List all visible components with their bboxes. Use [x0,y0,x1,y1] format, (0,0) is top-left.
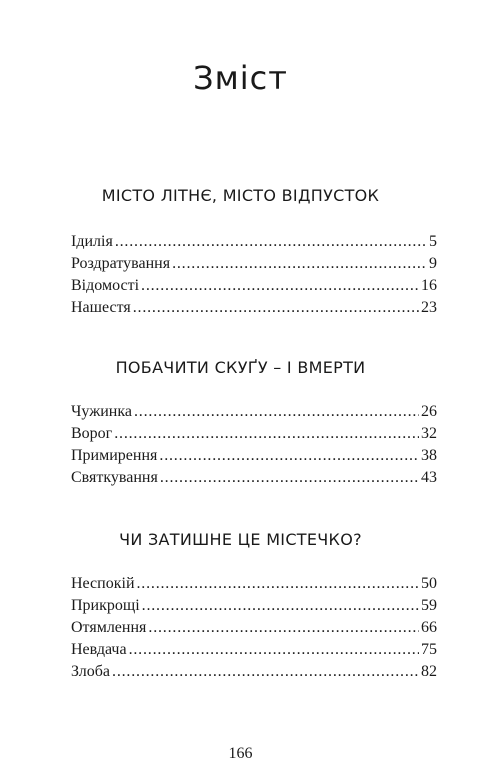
section-heading: МІСТО ЛІТНЄ, МІСТО ВІДПУСТОК [101,186,380,205]
entry-page-number: 66 [421,619,437,636]
dot-leader [112,661,419,683]
toc-section-1 [0,186,481,206]
dot-leader [115,231,427,253]
entry-title: Роздратування [71,255,171,272]
toc-entry[interactable] [71,253,437,275]
dot-leader [133,297,419,319]
toc-entries-2 [71,401,437,489]
entry-page-number: 16 [421,277,437,294]
section-heading: ПОБАЧИТИ СКУҐУ – І ВМЕРТИ [115,358,366,377]
entry-title: Прикрощі [71,597,140,614]
dot-leader [141,275,419,297]
dot-leader [142,595,419,617]
toc-entry[interactable] [71,297,437,319]
entry-title: Нашестя [71,299,131,316]
toc-section-3 [0,530,481,550]
entry-title: Ворог [71,425,113,442]
toc-entry[interactable] [71,595,437,617]
entry-page-number: 5 [429,233,437,250]
entry-page-number: 26 [421,403,437,420]
entry-page-number: 9 [429,255,437,272]
toc-entry[interactable] [71,467,437,489]
dot-leader [148,617,419,639]
entry-page-number: 38 [421,447,437,464]
toc-entry[interactable] [71,639,437,661]
entry-page-number: 59 [421,597,437,614]
page-title: Зміст [193,59,288,97]
toc-entry[interactable] [71,617,437,639]
entry-title: Чужинка [71,403,132,420]
page-number: 166 [228,745,253,762]
toc-entry[interactable] [71,401,437,423]
entry-page-number: 43 [421,469,437,486]
dot-leader [172,253,427,275]
entry-page-number: 82 [421,663,437,680]
dot-leader [159,445,419,467]
dot-leader [114,423,419,445]
entry-title: Примирення [71,447,158,464]
entry-page-number: 75 [421,641,437,658]
entry-title: Ідилія [71,233,113,250]
entry-title: Відомості [71,277,140,294]
toc-entries-1 [71,231,437,319]
toc-entry[interactable] [71,445,437,467]
entry-page-number: 23 [421,299,437,316]
dot-leader [134,401,419,423]
toc-entry[interactable] [71,423,437,445]
toc-entry[interactable] [71,231,437,253]
toc-entry[interactable] [71,573,437,595]
dot-leader [129,639,419,661]
entry-page-number: 32 [421,425,437,442]
entry-title: Отямлення [71,619,147,636]
section-heading: ЧИ ЗАТИШНЕ ЦЕ МІСТЕЧКО? [119,530,362,549]
dot-leader [137,573,420,595]
entry-title: Святкування [71,469,158,486]
entry-title: Невдача [71,641,127,658]
entry-title: Неспокій [71,575,135,592]
toc-entry[interactable] [71,661,437,683]
toc-entry[interactable] [71,275,437,297]
toc-entries-3 [71,573,437,683]
toc-section-2 [0,358,481,378]
entry-title: Злоба [71,663,111,680]
dot-leader [160,467,419,489]
entry-page-number: 50 [421,575,437,592]
